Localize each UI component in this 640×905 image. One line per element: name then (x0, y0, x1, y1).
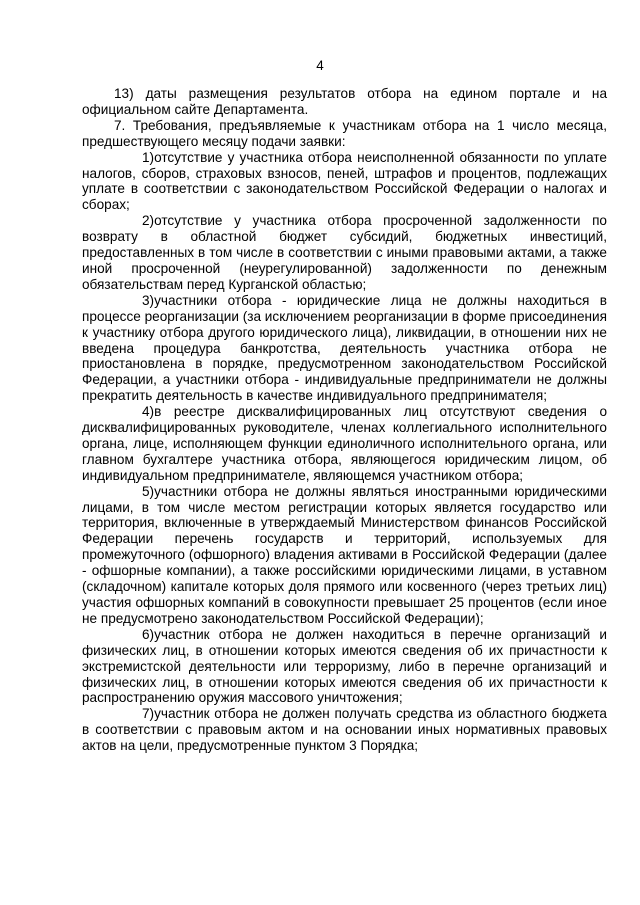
requirement-text: участники отбора - юридические лица не должны находиться в процессе реорганизации (за исключением реорганизации в форме присоединения к участнику отбора другого юридического лица), ликвидации, в отношении них не введена процедура банкротства, деятельность участника отбора не приостановлена в порядке, предусмотренном законодательством Российской Федерации, а участники отбора - индивидуальные предприниматели не должны прекратить деятельность в качестве индивидуального предпринимателя; (82, 292, 607, 404)
document-body (82, 86, 607, 754)
requirement-text: отсутствие у участника отбора неисполненной обязанности по уплате налогов, сборов, страховых взносов, пеней, штрафов и процентов, подлежащих уплате в соответствии с законодательством Российской Федерации о налогах и сборах; (82, 149, 607, 213)
requirement-number: 6) (142, 626, 155, 642)
requirement-number: 1) (142, 149, 155, 165)
requirement-item-5 (82, 484, 607, 627)
requirement-text: участники отбора не должны являться иностранными юридическими лицами, в том числе местом регистрации которых является государство или территория, включенные в утверждаемый Министерством финансов Российской Федерации перечень государств и территорий, используемых для промежуточного (офшорного) владения активами в Российской Федерации (далее - офшорные компании), а также российскими юридическими лицами, в уставном (складочном) капитале которых доля прямого или косвенного (через третьих лиц) участия офшорных компаний в совокупности превышает 25 процентов (если иное не предусмотрено законодательством Российской Федерации); (82, 483, 607, 626)
requirement-number: 7) (142, 706, 155, 722)
requirement-item-4 (82, 404, 607, 484)
requirement-text: участник отбора не должен получать средства из областного бюджета в соответствии с правовым актом и на основании иных нормативных правовых актов на цели, предусмотренные пунктом 3 Порядка; (82, 706, 607, 754)
requirement-item-2 (82, 213, 607, 293)
requirement-item-3 (82, 293, 607, 404)
paragraph-item-13: 13) даты размещения результатов отбора на едином портале и на официальном сайте Департамента. (82, 86, 607, 117)
requirement-number: 4) (142, 404, 155, 420)
page-number: 4 (316, 58, 324, 73)
requirement-number: 5) (142, 483, 155, 499)
paragraph-section-7: 7. Требования, предъявляемые к участникам отбора на 1 число месяца, предшествующего месяцу подачи заявки: (82, 117, 607, 149)
requirement-number: 2) (142, 213, 155, 229)
requirement-text: участник отбора не должен находиться в перечне организаций и физических лиц, в отношении которых имеются сведения об их причастности к экстремистской деятельности или терроризму, либо в перечне организаций и физических лиц, в отношении которых имеются сведения об их причастности к распространению оружия массового уничтожения; (82, 626, 607, 706)
requirement-text: в реестре дисквалифицированных лиц отсутствуют сведения о дисквалифицированных руководителе, членах коллегиального исполнительного органа, лице, исполняющем функции единоличного исполнительного органа, или главном бухгалтере участника отбора, являющегося юридическим лицом, об индивидуальном предпринимателе, являющемся участником отбора; (82, 404, 607, 483)
requirement-item-6 (82, 627, 607, 707)
requirement-number: 3) (142, 292, 155, 308)
requirement-item-1 (82, 150, 607, 214)
requirement-text: отсутствие у участника отбора просроченной задолженности по возврату в областной бюджет субсидий, бюджетных инвестиций, предоставленных в том числе в соответствии с иными правовыми актами, а также иной просроченной (неурегулированной) задолженности по денежным обязательствам перед Курганской областью; (82, 213, 607, 292)
requirement-item-7 (82, 706, 607, 754)
